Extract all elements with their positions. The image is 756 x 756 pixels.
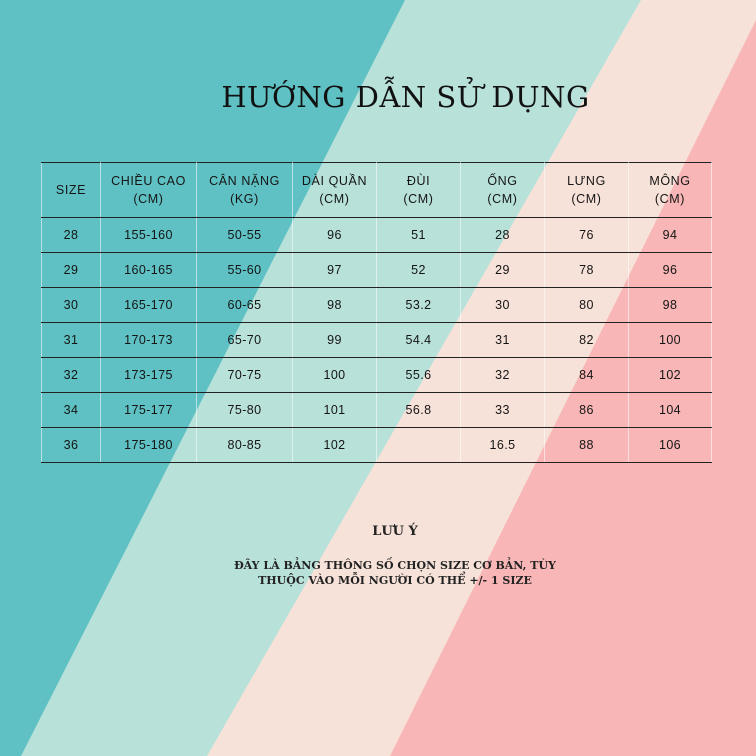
table-cell: 82 <box>545 323 629 358</box>
table-cell: 52 <box>377 253 461 288</box>
table-cell: 56.8 <box>377 393 461 428</box>
table-row <box>42 288 712 323</box>
column-header-text: CHIỀU CAO <box>111 174 186 188</box>
table-row <box>42 393 712 428</box>
table-cell: 101 <box>293 393 377 428</box>
table-cell: 55.6 <box>377 358 461 393</box>
table-cell: 173-175 <box>101 358 197 393</box>
table-cell: 30 <box>461 288 545 323</box>
column-header-text: ĐÙI <box>406 174 431 188</box>
column-header-text: CÂN NẶNG <box>209 174 280 188</box>
table-cell: 96 <box>629 253 712 288</box>
column-header-text: (KG) <box>230 192 259 206</box>
table-cell: 100 <box>293 358 377 393</box>
table-cell: 86 <box>545 393 629 428</box>
column-header-text: LƯNG <box>567 174 606 188</box>
note-line: ĐÂY LÀ BẢNG THÔNG SỐ CHỌN SIZE CƠ BẢN, TÙY <box>234 559 556 572</box>
table-cell: 29 <box>461 253 545 288</box>
table-cell: 97 <box>293 253 377 288</box>
table-cell: 155-160 <box>101 218 197 253</box>
table-cell: 76 <box>545 218 629 253</box>
table-cell: 102 <box>629 358 712 393</box>
table-cell: 170-173 <box>101 323 197 358</box>
table-cell <box>377 428 461 463</box>
table-cell: 160-165 <box>101 253 197 288</box>
table-cell: 80 <box>545 288 629 323</box>
table-cell: 16.5 <box>461 428 545 463</box>
column-header-text: MÔNG <box>649 174 691 188</box>
column-header <box>461 163 545 218</box>
column-header-text: (CM) <box>133 192 164 206</box>
table-cell: 106 <box>629 428 712 463</box>
column-header-text: DÀI QUẦN <box>301 174 368 188</box>
table-row <box>42 218 712 253</box>
table-cell: 50-55 <box>197 218 293 253</box>
table-cell: 51 <box>377 218 461 253</box>
table-cell: 28 <box>461 218 545 253</box>
table-cell: 65-70 <box>197 323 293 358</box>
table-row <box>42 358 712 393</box>
size-table <box>41 162 712 463</box>
table-cell: 98 <box>629 288 712 323</box>
column-header-text: (CM) <box>654 192 686 206</box>
table-cell: 30 <box>42 288 101 323</box>
table-cell: 29 <box>42 253 101 288</box>
table-cell: 34 <box>42 393 101 428</box>
column-header <box>377 163 461 218</box>
table-header-row <box>42 163 712 218</box>
table-cell: 32 <box>461 358 545 393</box>
table-cell: 28 <box>42 218 101 253</box>
table-cell: 99 <box>293 323 377 358</box>
table-cell: 55-60 <box>197 253 293 288</box>
table-cell: 60-65 <box>197 288 293 323</box>
column-header-text: (CM) <box>571 192 602 206</box>
column-header <box>629 163 712 218</box>
table-cell: 32 <box>42 358 101 393</box>
note-title: LƯU Ý <box>372 524 418 539</box>
table-cell: 175-180 <box>101 428 197 463</box>
table-row <box>42 428 712 463</box>
table-cell: 53.2 <box>377 288 461 323</box>
table-cell: 165-170 <box>101 288 197 323</box>
table-cell: 100 <box>629 323 712 358</box>
table-cell: 80-85 <box>197 428 293 463</box>
column-header-text: (CM) <box>487 192 518 206</box>
table-body <box>42 218 712 463</box>
column-header <box>197 163 293 218</box>
table-cell: 70-75 <box>197 358 293 393</box>
table-cell: 88 <box>545 428 629 463</box>
table-cell: 31 <box>461 323 545 358</box>
table-cell: 102 <box>293 428 377 463</box>
table-cell: 33 <box>461 393 545 428</box>
table-cell: 54.4 <box>377 323 461 358</box>
column-header <box>545 163 629 218</box>
column-header-text: (CM) <box>319 192 350 206</box>
table-cell: 31 <box>42 323 101 358</box>
table-row <box>42 253 712 288</box>
table-cell: 96 <box>293 218 377 253</box>
table-cell: 84 <box>545 358 629 393</box>
column-header-text: ỐNG <box>487 174 518 188</box>
note-text <box>0 558 756 588</box>
column-header <box>42 163 101 218</box>
table-cell: 98 <box>293 288 377 323</box>
table-cell: 75-80 <box>197 393 293 428</box>
column-header-text: SIZE <box>55 183 87 197</box>
table-cell: 36 <box>42 428 101 463</box>
note-line: THUỘC VÀO MỖI NGƯỜI CÓ THỂ +/- 1 SIZE <box>258 574 532 587</box>
table-cell: 175-177 <box>101 393 197 428</box>
column-header <box>101 163 197 218</box>
table-cell: 78 <box>545 253 629 288</box>
table-cell: 94 <box>629 218 712 253</box>
column-header <box>293 163 377 218</box>
column-header-text: (CM) <box>403 192 434 206</box>
table-row <box>42 323 712 358</box>
page-title: HƯỚNG DẪN SỬ DỤNG <box>221 80 590 114</box>
table-cell: 104 <box>629 393 712 428</box>
